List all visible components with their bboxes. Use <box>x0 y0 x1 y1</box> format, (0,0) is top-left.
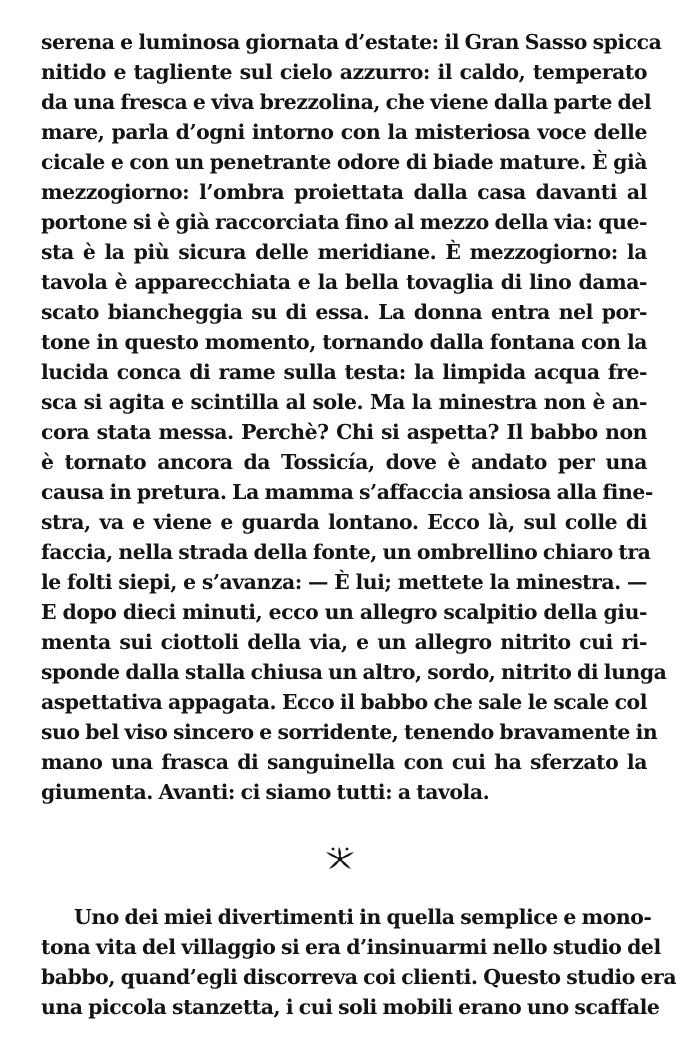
text-line: aspettativa appagata. Ecco il babbo che sale le scale col <box>41 690 647 714</box>
text-line: causa in pretura. La mamma s’affaccia ansiosa alla fine- <box>41 480 653 504</box>
text-line: cora stata messa. Perchè? Chi si aspetta? Il babbo non <box>41 420 647 444</box>
text-line: nitido e tagliente sul cielo azzurro: il caldo, temperato <box>41 60 647 84</box>
text-line: tona vita del villaggio si era d’insinuarmi nello studio del <box>41 935 661 959</box>
text-line: mare, parla d’ogni intorno con la misteriosa voce delle <box>41 120 647 144</box>
text-line: menta sui ciottoli della via, e un allegro nitrito cui ri- <box>41 630 647 654</box>
text-line: stra, va e viene e guarda lontano. Ecco là, sul colle di <box>41 510 647 534</box>
text-line: E dopo dieci minuti, ecco un allegro scalpitio della giu- <box>41 600 647 624</box>
text-line: portone si è già raccorciata fino al mezzo della via: que- <box>41 210 647 234</box>
text-line: mano una frasca di sanguinella con cui ha sferzato la <box>41 750 647 774</box>
text-line: sponde dalla stalla chiusa un altro, sordo, nitrito di lunga <box>41 660 667 684</box>
text-line: suo bel viso sincero e sorridente, tenendo bravamente in <box>41 720 658 744</box>
text-line: tone in questo momento, tornando dalla fontana con la <box>41 330 647 354</box>
text-line: mezzogiorno: l’ombra proiettata dalla casa davanti al <box>41 180 647 204</box>
text-line: è tornato ancora da Tossicía, dove è andato per una <box>41 450 647 474</box>
text-line: le folti siepi, e s’avanza: — È lui; mettete la minestra. — <box>41 570 647 594</box>
text-line: cicale e con un penetrante odore di biade mature. È già <box>41 150 647 174</box>
text-line: da una fresca e viva brezzolina, che viene dalla parte del <box>41 90 652 114</box>
text-line: sca si agita e scintilla al sole. Ma la minestra non è an- <box>41 390 647 414</box>
text-line: babbo, quand’egli discorreva coi clienti. Questo studio era <box>41 965 677 989</box>
text-line: faccia, nella strada della fonte, un ombrellino chiaro tra <box>41 540 651 564</box>
text-line: giumenta. Avanti: ci siamo tutti: a tavola. <box>41 780 490 804</box>
text-line: scato biancheggia su di essa. La donna entra nel por- <box>41 300 647 324</box>
text-line: tavola è apparecchiata e la bella tovaglia di lino dama- <box>41 270 647 294</box>
text-line: serena e luminosa giornata d’estate: il Gran Sasso spicca <box>41 30 662 54</box>
asterism-ornament-icon <box>323 844 357 874</box>
text-line: lucida conca di rame sulla testa: la limpida acqua fre- <box>41 360 647 384</box>
text-line: una piccola stanzetta, i cui soli mobili erano uno scaffale <box>41 995 660 1019</box>
text-line: sta è la più sicura delle meridiane. È mezzogiorno: la <box>41 240 647 264</box>
text-line: Uno dei miei divertimenti in quella semplice e mono- <box>74 905 652 929</box>
